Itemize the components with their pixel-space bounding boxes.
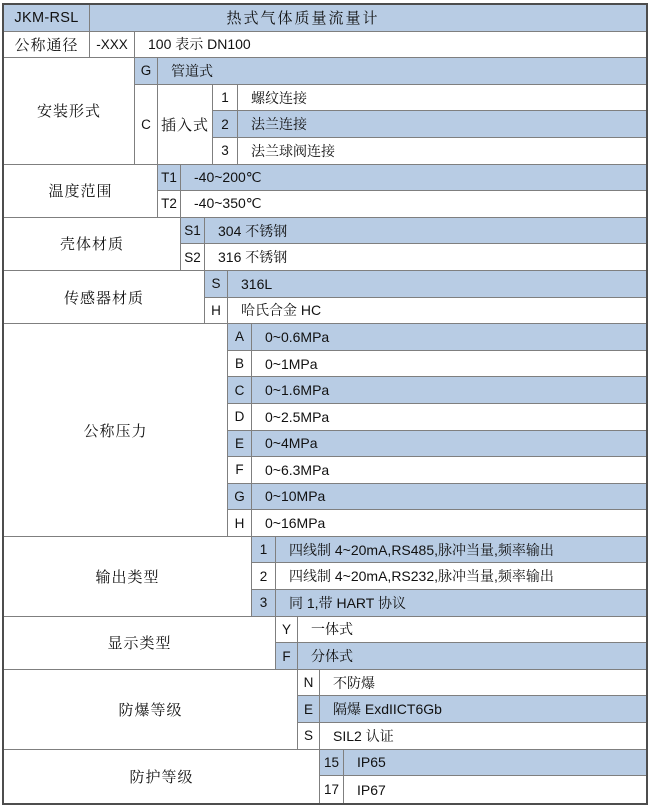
option-code: 2 <box>252 563 276 590</box>
section-label-pressure: 公称压力 <box>4 324 228 537</box>
option-desc: 0~2.5MPa <box>252 404 646 431</box>
option-code: 3 <box>252 590 276 617</box>
option-desc: 0~1MPa <box>252 351 646 378</box>
option-code: G <box>228 484 252 511</box>
option-code: H <box>228 510 252 537</box>
section-label-explosion: 防爆等级 <box>4 670 298 750</box>
option-code: 17 <box>320 776 344 803</box>
section-label-housing: 壳体材质 <box>4 218 181 271</box>
section-label-output: 输出类型 <box>4 537 252 617</box>
install-pipe-code: G <box>135 58 158 85</box>
option-desc: 一体式 <box>298 617 646 644</box>
option-code: S <box>298 723 320 750</box>
option-desc: 法兰球阀连接 <box>238 138 646 165</box>
install-pipe-desc: 管道式 <box>158 58 646 85</box>
option-desc: 0~4MPa <box>252 431 646 458</box>
option-desc: 不防爆 <box>320 670 646 697</box>
option-code: F <box>276 643 298 670</box>
option-code: C <box>228 377 252 404</box>
section-label-install: 安装形式 <box>4 58 135 164</box>
option-code: Y <box>276 617 298 644</box>
option-code: B <box>228 351 252 378</box>
option-desc: 四线制 4~20mA,RS485,脉冲当量,频率输出 <box>276 537 646 564</box>
option-desc: 隔爆 ExdIICT6Gb <box>320 696 646 723</box>
option-code: E <box>228 431 252 458</box>
option-code: H <box>205 298 228 325</box>
option-desc: 0~10MPa <box>252 484 646 511</box>
option-desc: 304 不锈钢 <box>205 218 646 245</box>
option-code: S2 <box>181 244 205 271</box>
dn-code: -XXX <box>90 32 135 59</box>
install-insert-code: C <box>135 85 158 165</box>
option-desc: 哈氏合金 HC <box>228 298 646 325</box>
spec-table <box>2 3 648 805</box>
option-code: S <box>205 271 228 298</box>
option-desc: -40~200℃ <box>181 165 646 192</box>
section-label-protection: 防护等级 <box>4 750 320 803</box>
model-code: JKM-RSL <box>4 5 90 32</box>
option-desc: 0~6.3MPa <box>252 457 646 484</box>
option-desc: 0~1.6MPa <box>252 377 646 404</box>
option-desc: 四线制 4~20mA,RS232,脉冲当量,频率输出 <box>276 563 646 590</box>
option-code: T1 <box>158 165 181 192</box>
option-desc: 316L <box>228 271 646 298</box>
option-desc: 法兰连接 <box>238 111 646 138</box>
option-code: 1 <box>213 85 238 112</box>
option-desc: IP65 <box>344 750 646 777</box>
option-code: 15 <box>320 750 344 777</box>
option-desc: -40~350℃ <box>181 191 646 218</box>
option-code: 1 <box>252 537 276 564</box>
option-code: E <box>298 696 320 723</box>
section-label-dn: 公称通径 <box>4 32 90 59</box>
option-desc: 螺纹连接 <box>238 85 646 112</box>
section-label-temperature: 温度范围 <box>4 165 158 218</box>
section-label-display: 显示类型 <box>4 617 276 670</box>
option-code: S1 <box>181 218 205 245</box>
option-code: A <box>228 324 252 351</box>
dn-desc: 100 表示 DN100 <box>135 32 646 59</box>
option-code: N <box>298 670 320 697</box>
option-code: F <box>228 457 252 484</box>
option-desc: 0~0.6MPa <box>252 324 646 351</box>
option-code: 2 <box>213 111 238 138</box>
option-code: 3 <box>213 138 238 165</box>
option-code: D <box>228 404 252 431</box>
option-desc: 分体式 <box>298 643 646 670</box>
option-code: T2 <box>158 191 181 218</box>
option-desc: 0~16MPa <box>252 510 646 537</box>
section-label-sensor: 传感器材质 <box>4 271 205 324</box>
install-insert-name: 插入式 <box>158 85 213 165</box>
product-title: 热式气体质量流量计 <box>90 5 646 32</box>
option-desc: IP67 <box>357 781 386 798</box>
option-desc: 同 1,带 HART 协议 <box>276 590 646 617</box>
option-desc: SIL2 认证 <box>320 723 646 750</box>
option-desc: 316 不锈钢 <box>205 244 646 271</box>
